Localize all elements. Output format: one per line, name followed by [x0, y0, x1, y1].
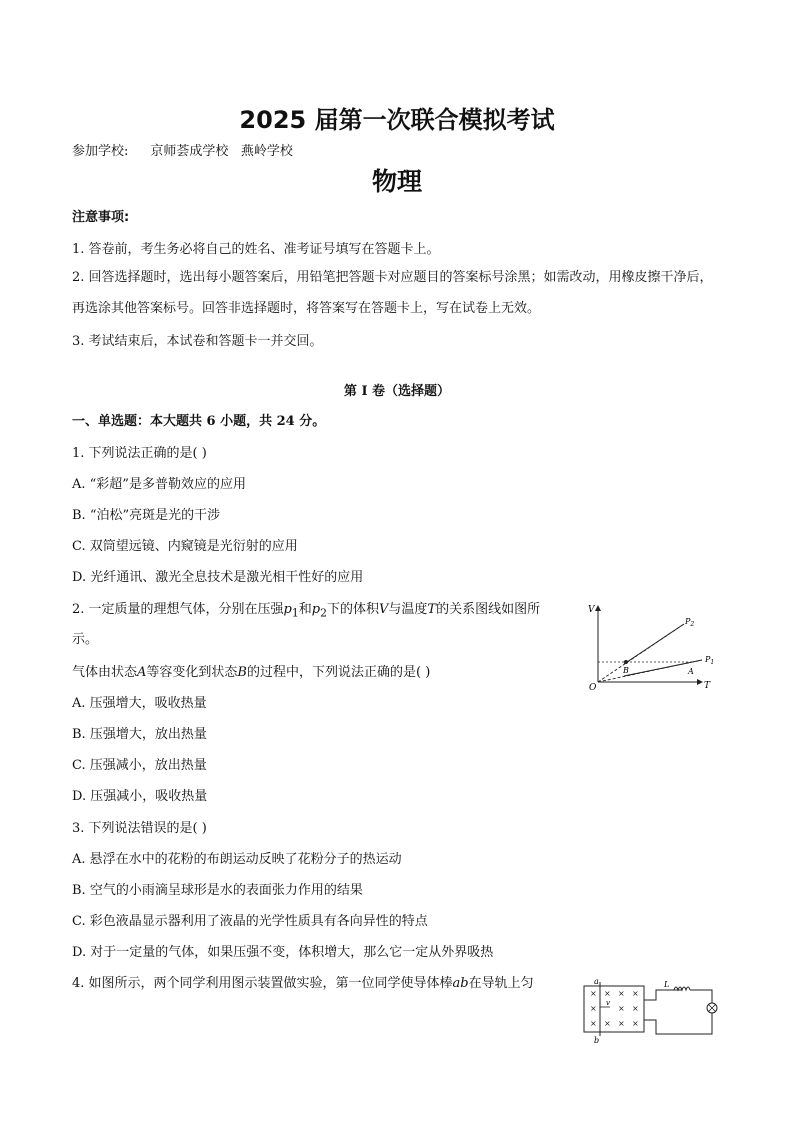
- circuit-wire: [644, 990, 712, 1034]
- question-stem-cont: 示。: [72, 632, 99, 647]
- label-l: L: [664, 980, 670, 989]
- answer-option: D. 光纤通讯、激光全息技术是激光相干性好的应用: [72, 570, 364, 585]
- svg-text:×: ×: [604, 1019, 611, 1028]
- answer-option: C. 压强减小，放出热量: [72, 758, 207, 773]
- part-heading: 一、单选题：本大题共 6 小题，共 24 分。: [72, 414, 326, 429]
- svg-text:×: ×: [632, 1019, 639, 1028]
- origin-label: O: [589, 683, 597, 692]
- question-stem: 4. 如图所示，两个同学利用图示装置做实验，第一位同学使导体棒ab在导轨上匀: [72, 976, 534, 991]
- magnetic-field-crosses: [590, 989, 639, 1028]
- answer-option: B. “泊松”亮斑是光的干涉: [72, 508, 221, 523]
- answer-option: A. 压强增大，吸收热量: [72, 696, 207, 711]
- section-title: 第 I 卷（选择题）: [343, 384, 451, 399]
- label-b: b: [594, 1036, 600, 1044]
- schools-label: 参加学校:: [72, 144, 129, 159]
- subject-title: 物理: [371, 167, 422, 196]
- axis-label-t: T: [704, 681, 711, 691]
- question-stem-cont: 气体由状态A等容变化到状态B的过程中，下列说法正确的是( ): [72, 665, 431, 680]
- note-item: 1. 答卷前，考生务必将自己的姓名、准考证号填写在答题卡上。: [72, 242, 440, 257]
- axis-label-v: V: [588, 605, 595, 615]
- answer-option: D. 压强减小，吸收热量: [72, 789, 208, 804]
- answer-option: B. 空气的小雨滴呈球形是水的表面张力作用的结果: [72, 883, 363, 898]
- svg-text:×: ×: [590, 1019, 597, 1028]
- label-a: a: [594, 977, 599, 986]
- school-name: 燕岭学校: [240, 144, 293, 159]
- circuit-figure: [578, 976, 728, 1044]
- answer-option: A. “彩超”是多普勒效应的应用: [72, 477, 246, 492]
- question-stem: 1. 下列说法正确的是( ): [72, 446, 207, 461]
- point-label-a: A: [688, 667, 694, 676]
- svg-text:×: ×: [590, 989, 597, 998]
- answer-option: D. 对于一定量的气体，如果压强不变，体积增大，那么它一定从外界吸热: [72, 945, 494, 960]
- line-p2-solid: [624, 624, 684, 664]
- svg-text:×: ×: [590, 1004, 597, 1013]
- participating-schools: [72, 140, 293, 159]
- answer-option: A. 悬浮在水中的花粉的布朗运动反映了花粉分子的热运动: [72, 852, 402, 867]
- svg-text:×: ×: [632, 989, 639, 998]
- note-item: 3. 考试结束后，本试卷和答题卡一并交回。: [72, 334, 323, 349]
- notes-heading: 注意事项:: [72, 210, 130, 225]
- answer-option: C. 彩色液晶显示器利用了液晶的光学性质具有各向异性的特点: [72, 914, 428, 929]
- svg-text:×: ×: [604, 989, 611, 998]
- svg-text:×: ×: [632, 1004, 639, 1013]
- question-stem: 3. 下列说法错误的是( ): [72, 821, 207, 836]
- line-label-p1: $P_1$: [705, 655, 715, 666]
- svg-text:×: ×: [618, 1019, 625, 1028]
- label-v: v: [606, 999, 610, 1007]
- exam-title: 2025 届第一次联合模拟考试: [239, 106, 555, 134]
- svg-text:×: ×: [618, 989, 625, 998]
- line-label-p2: $P_2$: [685, 617, 695, 628]
- vt-graph-figure: [584, 600, 724, 692]
- question-stem: 2. 一定质量的理想气体，分别在压强$p_1$和$p_2$下的体积V与温度T的关系图线如图所: [72, 602, 541, 620]
- answer-option: C. 双筒望远镜、内窥镜是光衍射的应用: [72, 539, 298, 554]
- school-name: 京师荟成学校: [150, 144, 229, 159]
- point-label-b: B: [623, 666, 629, 675]
- answer-option: B. 压强增大，放出热量: [72, 727, 207, 742]
- svg-text:×: ×: [618, 1004, 625, 1013]
- point-b: [624, 660, 628, 664]
- note-item: 2. 回答选择题时，选出每小题答案后，用铅笔把答题卡对应题目的答案标号涂黑；如需改动，用橡皮擦干净后，再选涂其他答案标号。回答非选择题时，将答案写在答题卡上，写在试卷上无效。: [72, 270, 713, 316]
